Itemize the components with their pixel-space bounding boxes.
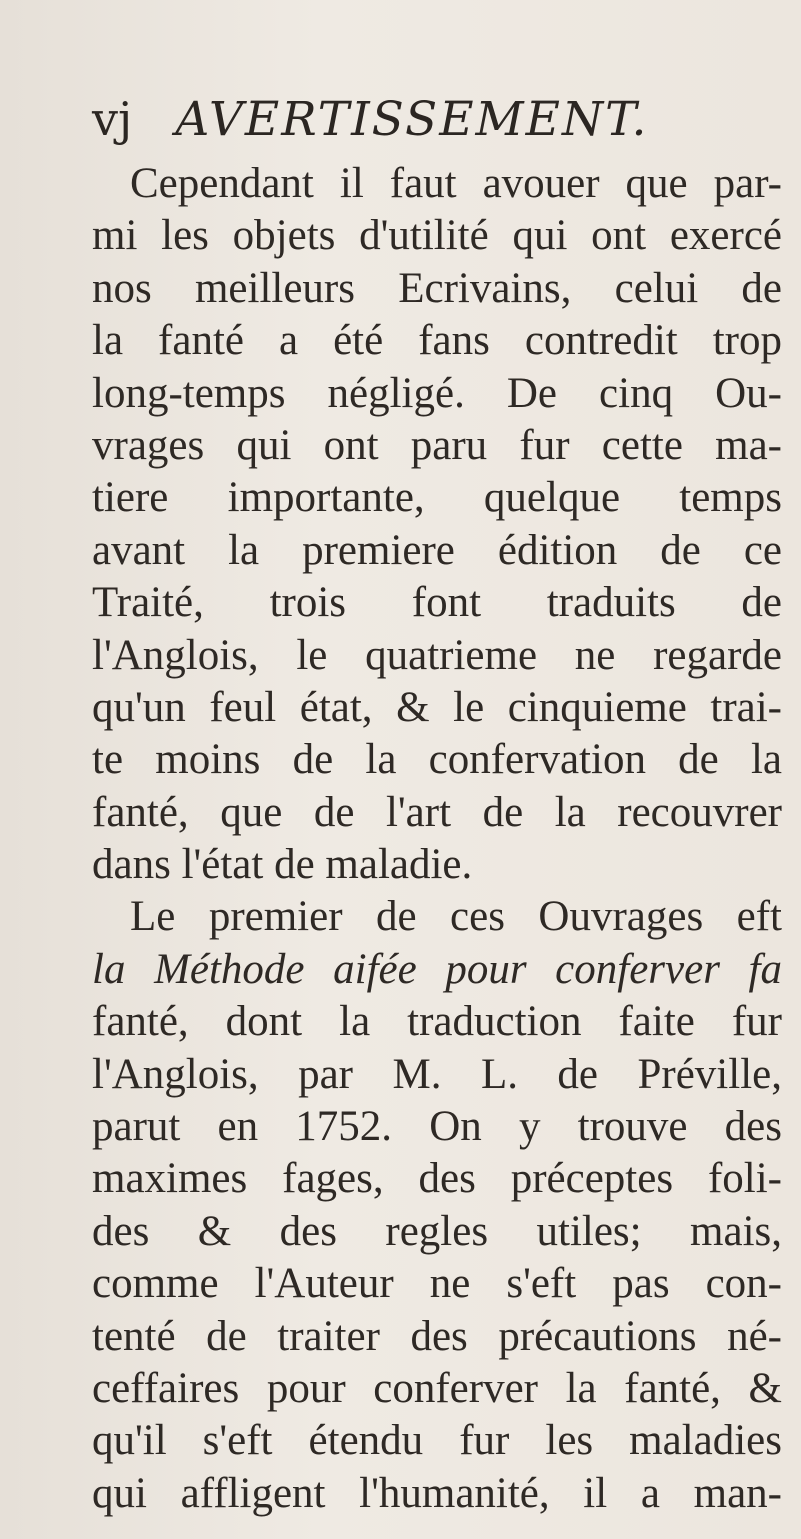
text-line: nos meilleurs Ecrivains, celui de xyxy=(92,264,782,312)
text-line: la fanté a été fans contredit trop xyxy=(92,317,782,365)
text-line: avant la premiere édition de ce xyxy=(92,526,782,574)
text-line: dans l'état de maladie. xyxy=(92,841,473,889)
text-line: Cependant il faut avouer que par- xyxy=(130,160,782,207)
text-line: comme l'Auteur ne s'eft pas con- xyxy=(92,1260,782,1308)
page-number: vj xyxy=(92,92,133,146)
text-line: des & des regles utiles; mais, xyxy=(92,1207,782,1255)
text-line: parut en 1752. On y trouve des xyxy=(92,1103,782,1151)
text-line: l'Anglois, par M. L. de Préville, xyxy=(92,1050,782,1098)
text-line: qu'il s'eft étendu fur les maladies xyxy=(92,1417,782,1465)
text-line: te moins de la confervation de la xyxy=(92,736,782,784)
text-line: vrages qui ont paru fur cette ma- xyxy=(92,421,782,469)
text-line: fanté, dont la traduction faite fur xyxy=(92,998,782,1046)
text-line: tenté de traiter des précautions né- xyxy=(92,1312,782,1360)
text-line: Le premier de ces Ouvrages eft xyxy=(130,893,782,941)
page-header xyxy=(92,92,649,147)
text-line: fanté, que de l'art de la recouvrer xyxy=(92,788,782,836)
text-line: la Méthode aifée pour conferver fa xyxy=(92,945,782,993)
text-line: tiere importante, quelque temps xyxy=(92,474,782,522)
text-line: ceffaires pour conferver la fanté, & xyxy=(92,1364,782,1412)
text-line: maximes fages, des préceptes foli- xyxy=(92,1155,782,1203)
text-line: long-temps négligé. De cinq Ou- xyxy=(92,369,782,417)
body-text xyxy=(92,158,782,1520)
text-line: qu'un feul état, & le cinquieme trai- xyxy=(92,683,782,731)
text-line: mi les objets d'utilité qui ont exercé xyxy=(92,212,782,260)
text-line: Traité, trois font traduits de xyxy=(92,579,782,627)
text-line: qui affligent l'humanité, il a man- xyxy=(92,1469,782,1517)
page-title: AVERTISSEMENT. xyxy=(175,92,649,147)
text-line: l'Anglois, le quatrieme ne regarde xyxy=(92,631,782,679)
